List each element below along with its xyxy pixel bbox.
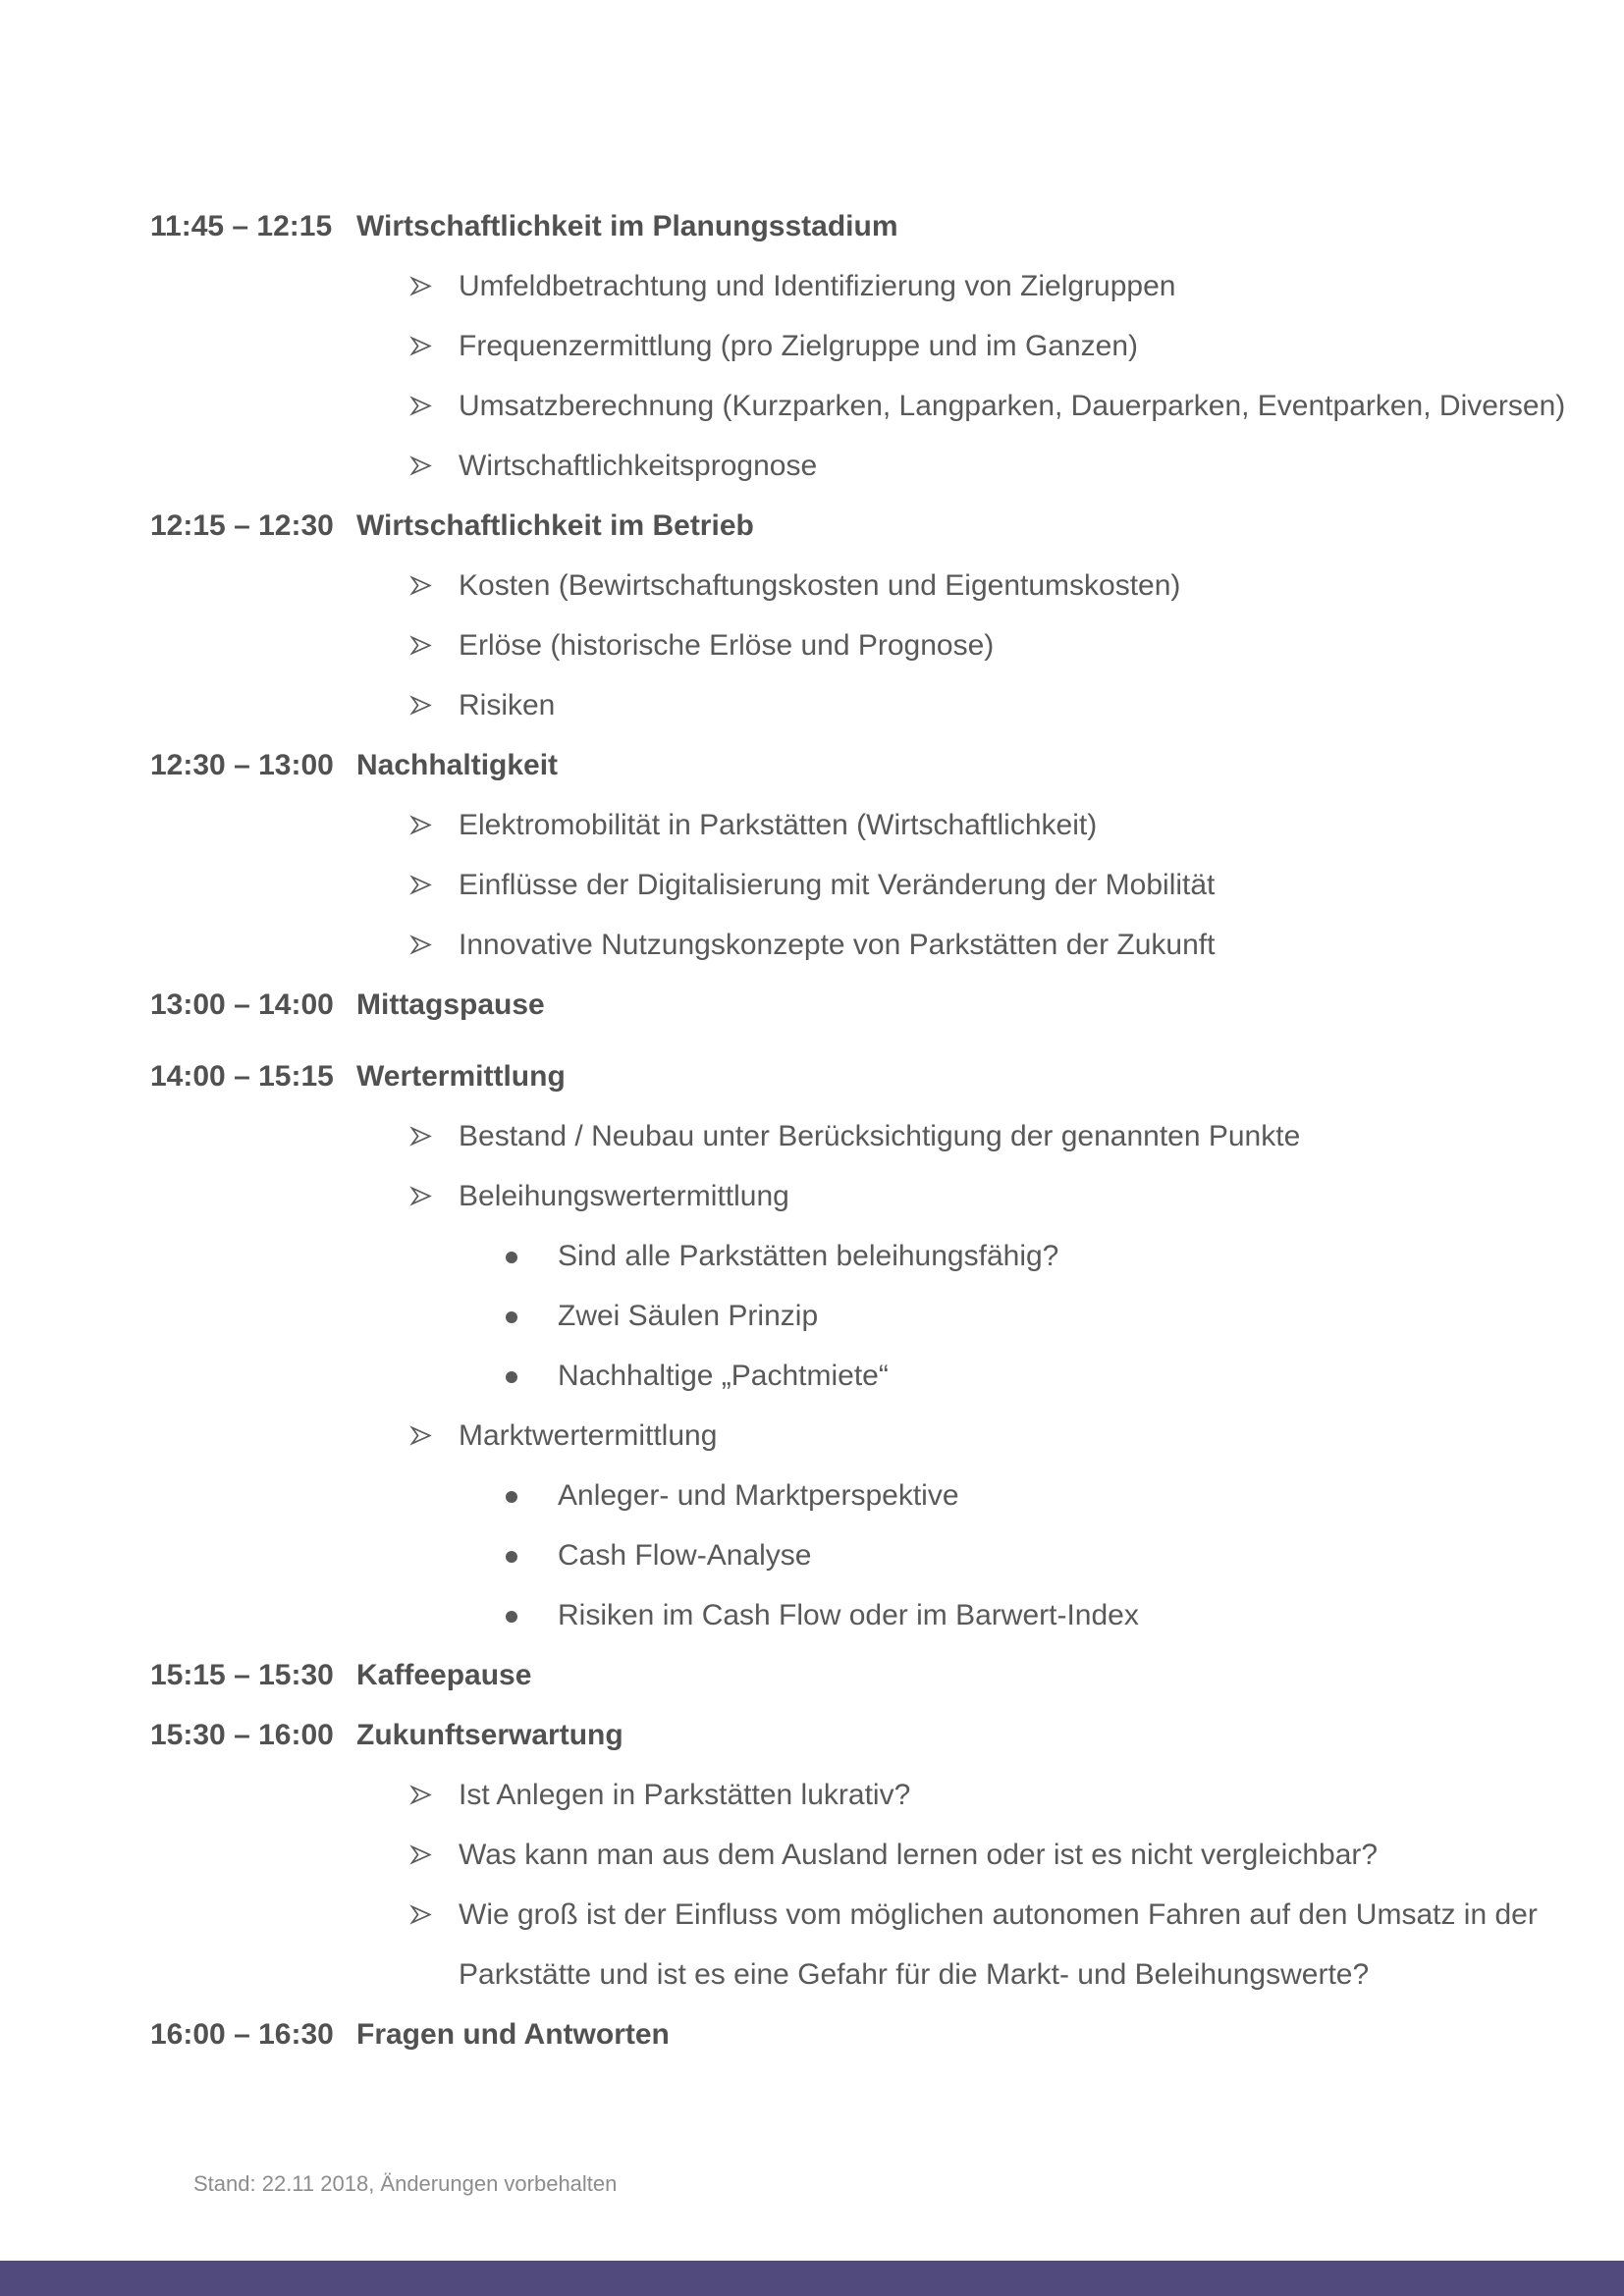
agenda-item <box>0 1705 1624 2004</box>
dot-bullet-icon <box>506 1466 558 1525</box>
agenda-topic-title: Mittagspause <box>356 988 545 1021</box>
agenda-time: 11:45 – 12:15 <box>150 210 333 242</box>
agenda-bullet-text: Umsatzberechnung (Kurzparken, Langparken, Dauerparken, Eventparken, Diversen) <box>459 390 1566 422</box>
agenda-bullet-text: Elektromobilität in Parkstätten (Wirtschaftlichkeit) <box>459 809 1098 841</box>
agenda-bullet <box>0 1106 1624 1166</box>
agenda-item-row <box>0 975 1624 1035</box>
arrowhead-bullet-icon <box>407 1406 459 1466</box>
agenda-item-row <box>0 2004 1624 2064</box>
agenda-bullet-text: Kosten (Bewirtschaftungskosten und Eigentumskosten) <box>459 569 1181 602</box>
arrowhead-bullet-icon <box>407 1166 459 1226</box>
agenda-bullet <box>0 436 1624 496</box>
arrowhead-bullet-icon <box>407 1765 459 1825</box>
agenda-bullet-text: Erlöse (historische Erlöse und Prognose) <box>459 629 995 662</box>
arrowhead-bullet-icon <box>407 556 459 615</box>
agenda-bullet-text: Cash Flow-Analyse <box>558 1539 812 1572</box>
arrowhead-bullet-icon <box>407 256 459 316</box>
agenda-bullet-text: Nachhaltige „Pachtmiete“ <box>558 1360 889 1392</box>
agenda-topic-title: Nachhaltigkeit <box>356 749 559 781</box>
agenda-bullet-text: Umfeldbetrachtung und Identifizierung von Zielgruppen <box>459 270 1176 302</box>
agenda-bullet-text: Frequenzermittlung (pro Zielgruppe und im Ganzen) <box>459 330 1139 362</box>
agenda-topic-title: Wirtschaftlichkeit im Planungsstadium <box>356 210 898 242</box>
dot-bullet-icon <box>506 1525 558 1585</box>
agenda-item <box>0 196 1624 496</box>
agenda-bullet <box>0 1406 1624 1466</box>
agenda-item <box>0 735 1624 975</box>
agenda-bullet <box>0 1166 1624 1226</box>
footer-note: Stand: 22.11 2018, Änderungen vorbehalten <box>193 2171 618 2196</box>
agenda-item <box>0 1046 1624 1645</box>
arrowhead-bullet-icon <box>407 1825 459 1885</box>
arrowhead-bullet-icon <box>407 855 459 915</box>
arrowhead-bullet-icon <box>407 615 459 675</box>
agenda-time: 12:30 – 13:00 <box>150 749 334 781</box>
agenda-topic-title: Wirtschaftlichkeit im Betrieb <box>356 509 754 542</box>
agenda-bullet <box>0 915 1624 975</box>
agenda-bullet-text: Ist Anlegen in Parkstätten lukrativ? <box>459 1779 911 1811</box>
arrowhead-bullet-icon <box>407 1885 459 1945</box>
agenda-bullet <box>0 1466 1624 1525</box>
arrowhead-bullet-icon <box>407 795 459 855</box>
agenda-bullet <box>0 1525 1624 1585</box>
agenda-bullet <box>0 855 1624 915</box>
agenda-bullet-text: Bestand / Neubau unter Berücksichtigung der genannten Punkte <box>459 1120 1301 1152</box>
agenda-bullet <box>0 1765 1624 1825</box>
agenda-item-row <box>0 1705 1624 1765</box>
agenda-bullet-text: Sind alle Parkstätten beleihungsfähig? <box>558 1240 1059 1272</box>
dot-bullet-icon <box>506 1346 558 1406</box>
agenda-bullet-text: Risiken <box>459 689 556 721</box>
agenda-bullet-text: Anleger- und Marktperspektive <box>558 1479 959 1512</box>
agenda-bullet-text: Marktwertermittlung <box>459 1419 718 1452</box>
agenda-bullet <box>0 795 1624 855</box>
agenda-bullet <box>0 1346 1624 1406</box>
agenda-bullet <box>0 675 1624 735</box>
agenda-item <box>0 2004 1624 2064</box>
arrowhead-bullet-icon <box>407 915 459 975</box>
agenda-bullet-text: Einflüsse der Digitalisierung mit Veränderung der Mobilität <box>459 869 1216 901</box>
agenda-time: 14:00 – 15:15 <box>150 1060 334 1093</box>
agenda-time: 15:15 – 15:30 <box>150 1659 334 1691</box>
agenda-item <box>0 1645 1624 1705</box>
agenda-bullet <box>0 1885 1624 2004</box>
dot-bullet-icon <box>506 1286 558 1346</box>
agenda-topic-title: Kaffeepause <box>356 1659 532 1691</box>
agenda-bullet <box>0 316 1624 376</box>
agenda-item-row <box>0 1046 1624 1106</box>
arrowhead-bullet-icon <box>407 1106 459 1166</box>
agenda-item-row <box>0 196 1624 256</box>
agenda-bullet <box>0 615 1624 675</box>
agenda-bullet <box>0 1286 1624 1346</box>
agenda-bullet <box>0 1825 1624 1885</box>
agenda-bullet <box>0 556 1624 615</box>
agenda-bullet-text: Risiken im Cash Flow oder im Barwert-Index <box>558 1599 1139 1631</box>
agenda-bullet-text: Zwei Säulen Prinzip <box>558 1300 819 1332</box>
agenda-time: 16:00 – 16:30 <box>150 2018 334 2051</box>
agenda-item <box>0 496 1624 735</box>
dot-bullet-icon <box>506 1226 558 1286</box>
agenda-bullet-text: Wie groß ist der Einfluss vom möglichen autonomen Fahren auf den Umsatz in der Parkstätte und ist es eine Gefahr für die Markt- und Beleihungswerte? <box>459 1898 1538 1991</box>
agenda-item-row <box>0 1645 1624 1705</box>
agenda-topic-title: Wertermittlung <box>356 1060 566 1093</box>
agenda-bullet-text: Wirtschaftlichkeitsprognose <box>459 450 818 482</box>
agenda-time: 15:30 – 16:00 <box>150 1719 334 1751</box>
agenda-topic-title: Fragen und Antworten <box>356 2018 670 2051</box>
agenda-item-row <box>0 735 1624 795</box>
agenda-topic-title: Zukunftserwartung <box>356 1719 623 1751</box>
agenda-bullet <box>0 1226 1624 1286</box>
agenda-bullet <box>0 376 1624 436</box>
agenda-time: 12:15 – 12:30 <box>150 509 334 542</box>
agenda-bullet-text: Innovative Nutzungskonzepte von Parkstätten der Zukunft <box>459 929 1216 961</box>
agenda-bullet <box>0 1585 1624 1645</box>
agenda-bullet-text: Was kann man aus dem Ausland lernen oder ist es nicht vergleichbar? <box>459 1839 1379 1871</box>
agenda-item-row <box>0 496 1624 556</box>
agenda-bullet <box>0 256 1624 316</box>
dot-bullet-icon <box>506 1585 558 1645</box>
agenda-bullet-text: Beleihungswertermittlung <box>459 1180 789 1212</box>
arrowhead-bullet-icon <box>407 316 459 376</box>
agenda-time: 13:00 – 14:00 <box>150 988 334 1021</box>
agenda-item <box>0 975 1624 1035</box>
arrowhead-bullet-icon <box>407 675 459 735</box>
arrowhead-bullet-icon <box>407 376 459 436</box>
footer-accent-bar <box>0 2261 1624 2296</box>
arrowhead-bullet-icon <box>407 436 459 496</box>
